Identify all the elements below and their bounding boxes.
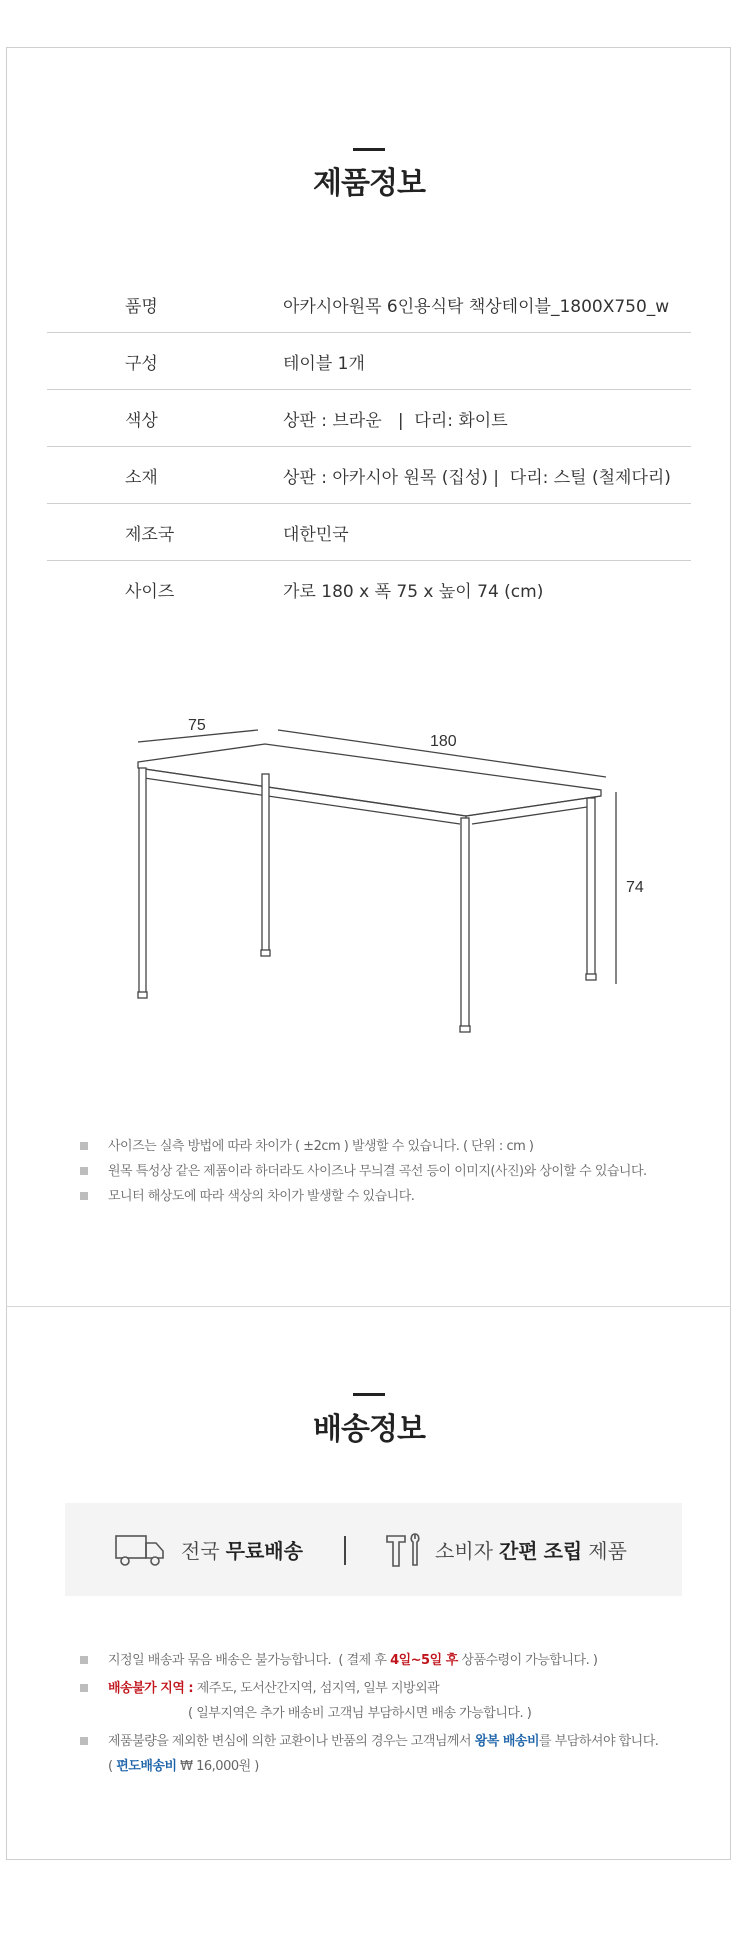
tools-icon <box>385 1532 425 1568</box>
list-item: 제품불량을 제외한 변심에 의한 교환이나 반품의 경우는 고객님께서 왕복 배송비를 부담하셔야 합니다. ( 편도배송비 ₩ 16,000원 ) <box>78 1729 658 1779</box>
section-mark <box>353 1393 385 1396</box>
banner-separator <box>344 1536 346 1565</box>
list-item: 원목 특성상 같은 제품이라 하더라도 사이즈나 무늬결 곡선 등이 이미지(사진)와 상이할 수 있습니다. <box>78 1159 647 1184</box>
spec-value: 아카시아원목 6인용식탁 책상테이블_1800X750_w <box>283 276 691 333</box>
truck-icon <box>115 1533 165 1567</box>
shipping-banner <box>65 1503 682 1596</box>
table-row <box>47 276 691 333</box>
table-row <box>47 390 691 447</box>
spec-value: 가로 180 x 폭 75 x 높이 74 (cm) <box>283 581 544 602</box>
table-leg <box>262 774 269 954</box>
spec-value: 테이블 1개 <box>283 333 691 390</box>
list-item: 배송불가 지역 : 제주도, 도서산간지역, 섬지역, 일부 지방외곽 ( 일부지역은 추가 배송비 고객님 부담하시면 배송 가능합니다. ) <box>78 1676 658 1726</box>
spec-value: 상판 : 브라운 | 다리: 화이트 <box>283 390 691 447</box>
spec-label: 구성 <box>125 353 158 374</box>
section-mark <box>353 148 385 151</box>
shipping-info-title: 배송정보 <box>313 1412 425 1447</box>
table-dimension-drawing <box>120 706 650 1036</box>
width-label: 180 <box>430 733 457 750</box>
bullet-square-icon <box>80 1684 88 1692</box>
bullet-square-icon <box>80 1656 88 1664</box>
free-shipping-item: 전국 무료배송 <box>115 1503 309 1596</box>
shipping-notes <box>78 1648 658 1779</box>
tabletop <box>138 744 601 816</box>
table-row <box>47 561 691 618</box>
spec-table <box>47 276 691 617</box>
easy-assembly-item: 소비자 간편 조립 제품 <box>385 1503 627 1596</box>
spec-label: 소재 <box>125 467 158 488</box>
table-row <box>47 504 691 561</box>
list-item: 모니터 해상도에 따라 색상의 차이가 발생할 수 있습니다. <box>78 1184 647 1209</box>
spec-value: 상판 : 아카시아 원목 (집성) | 다리: 스틸 (철제다리) <box>283 447 691 504</box>
bullet-square-icon <box>80 1192 88 1200</box>
table-leg <box>139 768 146 996</box>
spec-label: 사이즈 <box>125 581 175 602</box>
table-leg <box>461 818 469 1030</box>
spec-label: 제조국 <box>125 524 175 545</box>
bullet-square-icon <box>80 1737 88 1745</box>
bullet-square-icon <box>80 1167 88 1175</box>
depth-label: 75 <box>188 717 206 734</box>
spec-label: 품명 <box>125 296 158 317</box>
spec-value: 대한민국 <box>283 504 691 561</box>
spec-label: 색상 <box>125 410 158 431</box>
table-leg <box>587 798 595 978</box>
product-info-title: 제품정보 <box>313 166 425 201</box>
height-label: 74 <box>626 879 644 896</box>
product-notes <box>78 1134 647 1209</box>
bullet-square-icon <box>80 1142 88 1150</box>
section-divider <box>6 1306 731 1307</box>
list-item: 사이즈는 실측 방법에 따라 차이가 ( ±2cm ) 발생할 수 있습니다. ( 단위 : cm ) <box>78 1134 647 1159</box>
table-row <box>47 447 691 504</box>
table-row <box>47 333 691 390</box>
list-item: 지정일 배송과 묶음 배송은 불가능합니다. ( 결제 후 4일~5일 후 상품수령이 가능합니다. ) <box>78 1648 658 1673</box>
